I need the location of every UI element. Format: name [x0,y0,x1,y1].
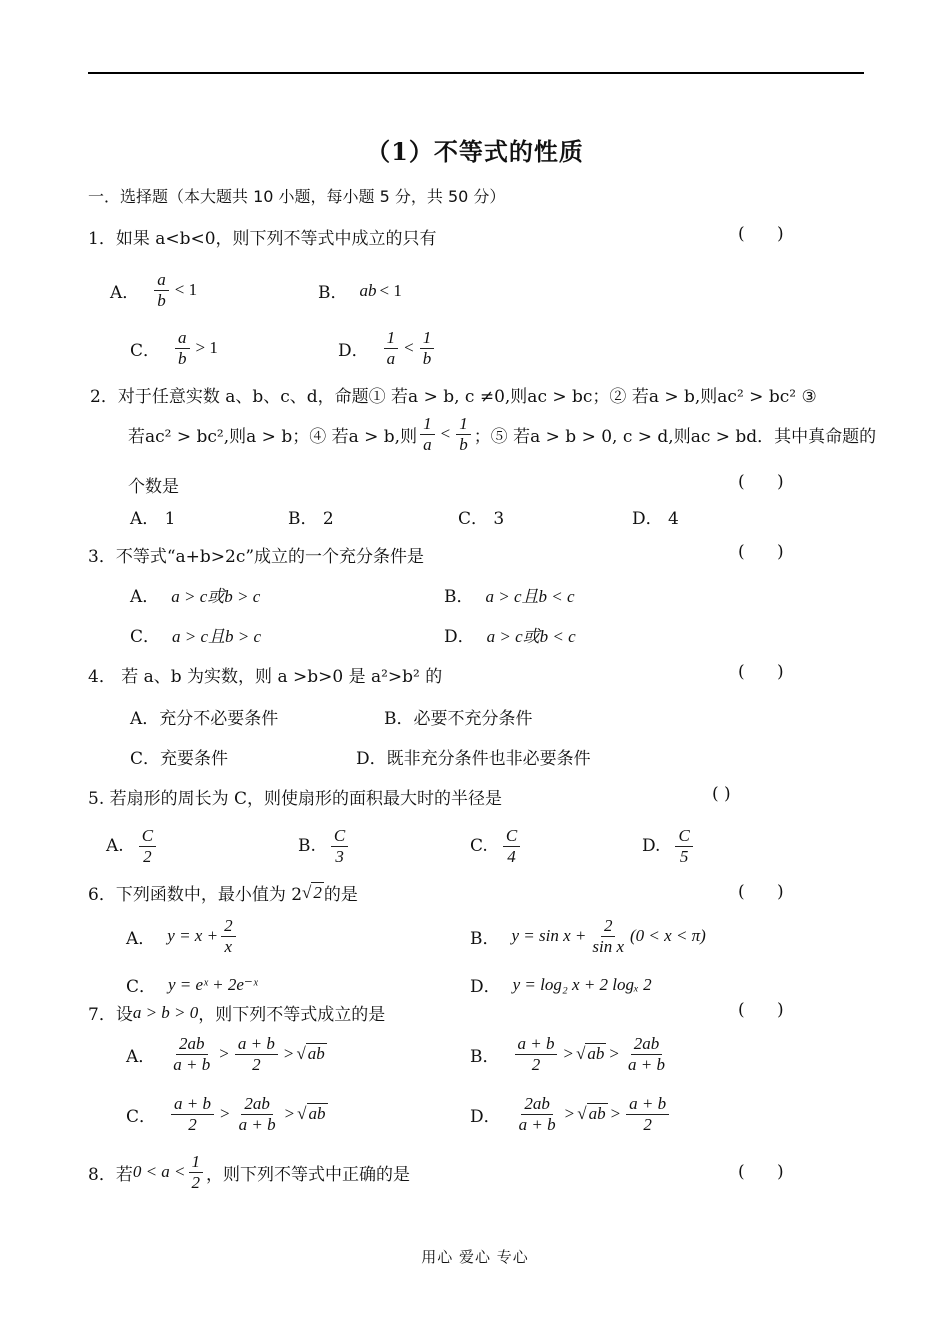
q1-option-c[interactable]: C． $\frac{a}{b}$ > 1 [130,328,218,368]
q8-stem: 8．若 0 < a < $\frac{1}{2}$ ，则下列不等式中正确的是 [88,1152,411,1192]
q2-line2: 若ac² > bc²,则a > b；④ 若a > b,则 $\frac{1}{a}$ < $\frac{1}{b}$ ；⑤ 若a > b > 0, c > d,则ac > bd．其中真命题的 [128,414,877,454]
q7-option-b[interactable]: B． $\frac{a + b}{2}$ > √ ab > $\frac{2ab}{a + b}$ [470,1034,665,1074]
q3-answer-bracket: ( ) [738,542,784,562]
section-heading: 一．选择题（本大题共 10 小题，每小题 5 分，共 50 分） [88,187,506,206]
q6-option-c[interactable]: C． y = eˣ + 2e⁻ˣ [126,974,258,997]
q3-option-a[interactable]: A． a > c或b > c [130,587,261,607]
q3-option-b[interactable]: B． a > c且b < c [444,587,575,607]
q1-option-b[interactable]: B． ab < 1 [318,280,402,303]
q3-option-d[interactable]: D． a > c或b < c [444,627,576,647]
q7-option-d[interactable]: D． $\frac{2ab}{a + b}$ > √ ab > $\frac{a + b}{2}$ [470,1094,672,1134]
q4-stem: 4． 若 a、b 为实数，则 a >b>0 是 a²>b² 的 [88,667,443,687]
q7-option-c[interactable]: C． $\frac{a + b}{2}$ > $\frac{2ab}{a + b}$ > √ ab [126,1094,326,1134]
q4-option-c[interactable]: C．充要条件 [130,749,229,769]
page-title: （1）不等式的性质 [366,137,584,166]
q2-answer-bracket: ( ) [738,472,784,492]
q7-option-a[interactable]: A． $\frac{2ab}{a + b}$ > $\frac{a + b}{2}$ > √ ab [126,1034,325,1074]
q5-option-c[interactable]: C. $\frac{C}{4}$ [470,826,523,866]
q1-answer-bracket: ( ) [738,224,784,244]
q1-option-a[interactable]: A． $\frac{a}{b}$ < 1 [110,270,198,310]
q4-option-a[interactable]: A．充分不必要条件 [130,709,279,729]
q5-option-a[interactable]: A. $\frac{C}{2}$ [106,826,159,866]
q6-option-d[interactable]: D． y = log₂ x + 2 logₓ 2 [470,974,652,997]
q5-stem: 5. 若扇形的周长为 C，则使扇形的面积最大时的半径是 [88,789,503,809]
q7-answer-bracket: ( ) [738,1000,784,1020]
q5-option-d[interactable]: D. $\frac{C}{5}$ [642,826,696,866]
q1-option-d[interactable]: D． $\frac{1}{a}$ < $\frac{1}{b}$ [338,328,437,368]
q2-option-a[interactable]: A． 1 [130,509,176,529]
q6-option-a[interactable]: A． y = x + $\frac{2}{x}$ [126,916,239,956]
q4-option-d[interactable]: D．既非充分条件也非必要条件 [356,749,591,769]
q4-answer-bracket: ( ) [738,662,784,682]
q8-answer-bracket: ( ) [738,1162,784,1182]
q2-option-d[interactable]: D． 4 [632,509,679,529]
q5-answer-bracket: ( ) [712,784,731,804]
q6-answer-bracket: ( ) [738,882,784,902]
q6-option-b[interactable]: B． y = sin x + $\frac{2}{\text{sin x}}$ (0 < x < π) [470,916,706,956]
q6-stem: 6．下列函数中，最小值为 2 √ 2 的是 [88,882,358,905]
q4-option-b[interactable]: B．必要不充分条件 [384,709,533,729]
q2-option-b[interactable]: B． 2 [288,509,334,529]
q3-option-c[interactable]: C． a > c且b > c [130,627,262,647]
q2-option-c[interactable]: C． 3 [458,509,505,529]
q7-stem: 7．设 a > b > 0 ，则下列不等式成立的是 [88,1002,386,1025]
q1-stem: 1．如果 a<b<0，则下列不等式中成立的只有 [88,229,437,249]
q3-stem: 3．不等式“a+b>2c”成立的一个充分条件是 [88,547,425,567]
header-rule [88,72,864,74]
page-footer: 用心 爱心 专心 [421,1248,529,1266]
q2-line3: 个数是 [128,477,179,497]
q2-line1: 2．对于任意实数 a、b、c、d，命题① 若a > b, c ≠0,则ac > bc；② 若a > b,则ac² > bc² ③ [90,387,817,407]
q5-option-b[interactable]: B. $\frac{C}{3}$ [298,826,351,866]
